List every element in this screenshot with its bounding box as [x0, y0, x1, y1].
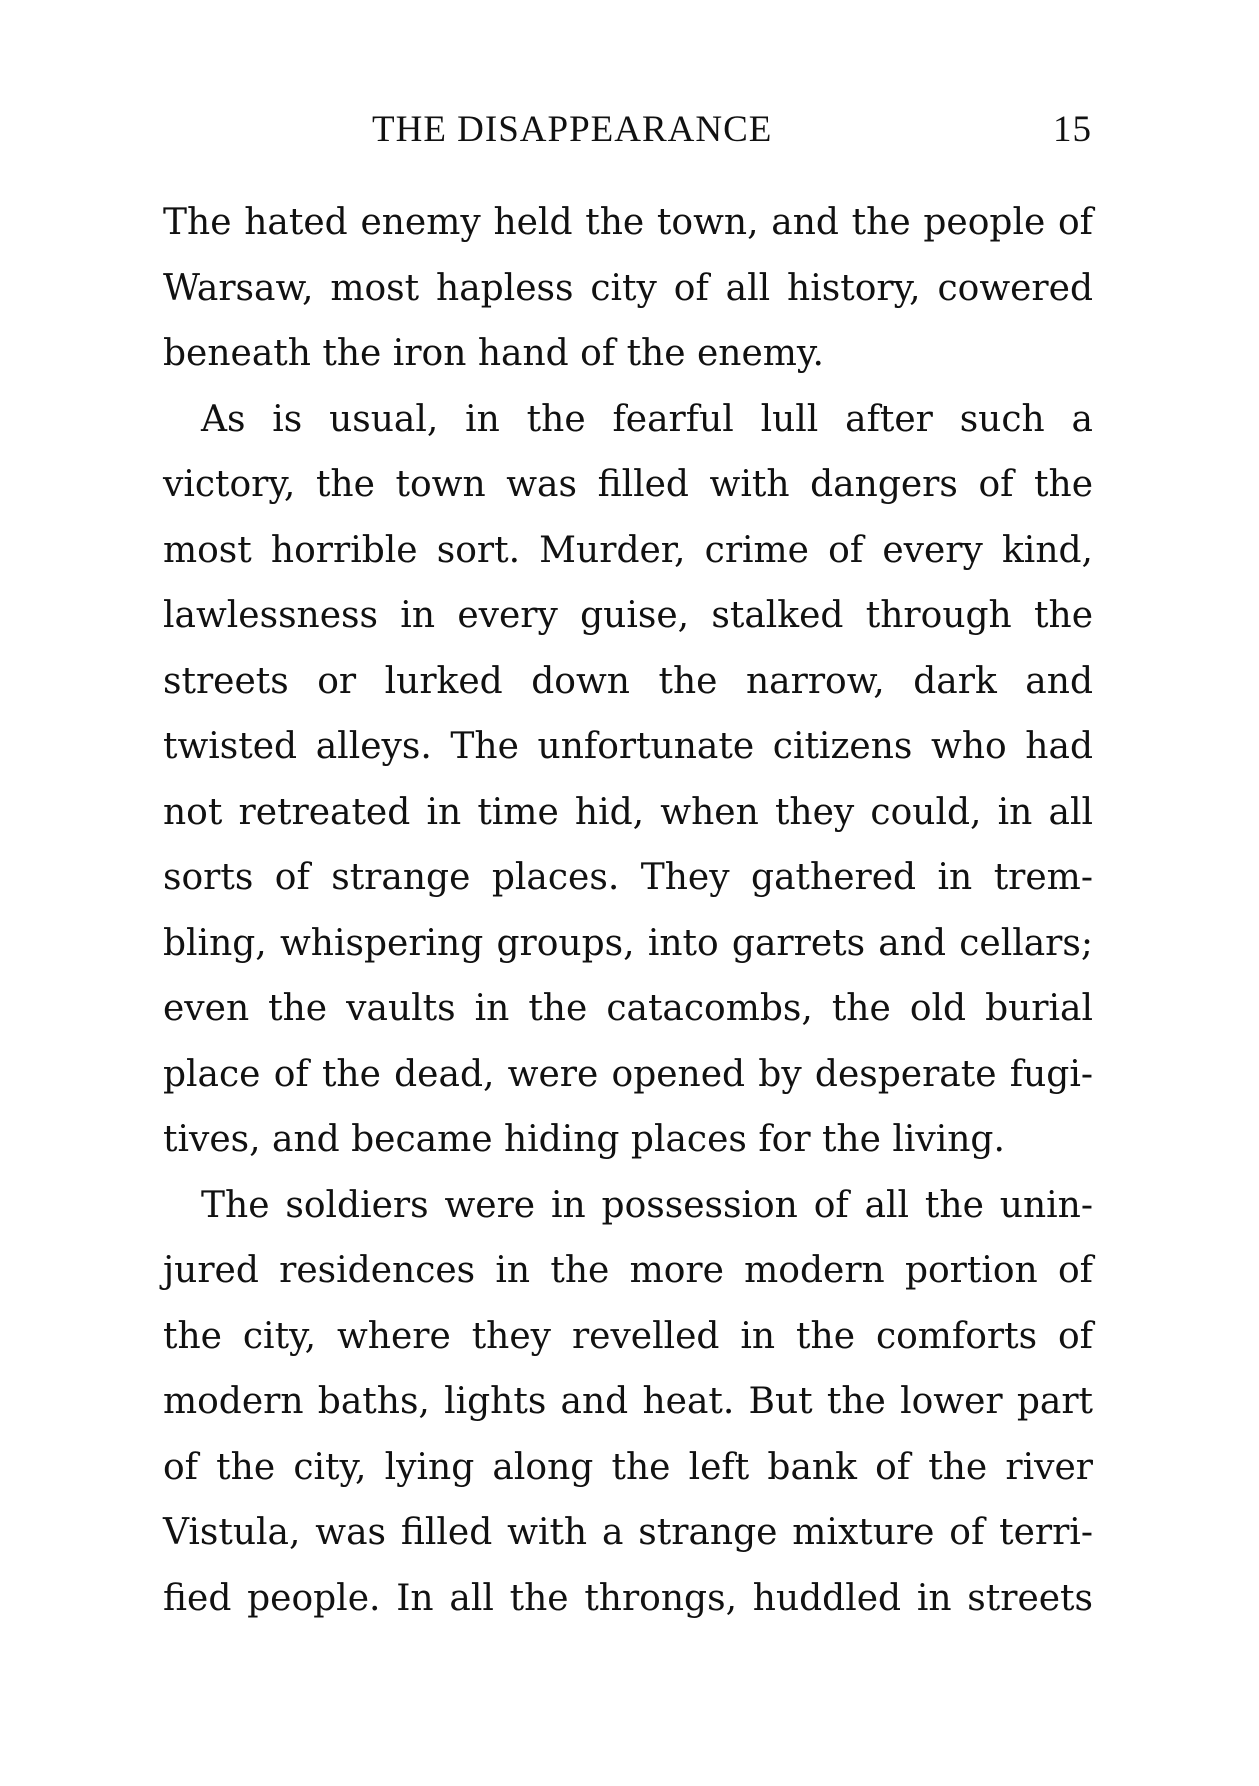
page-number: 15: [1053, 109, 1092, 150]
text-line: twisted alleys. The unfortunate citizens who had: [163, 726, 1093, 767]
text-line: victory, the town was filled with dangers of the: [163, 464, 1093, 505]
paragraph-3: [163, 1173, 1093, 1632]
text-line: beneath the iron hand of the enemy.: [163, 333, 824, 374]
text-line: most horrible sort. Murder, crime of every kind,: [163, 529, 1093, 571]
text-line: Warsaw, most hapless city of all history, cowered: [163, 267, 1093, 309]
text-line: The hated enemy held the town, and the people of: [163, 202, 1093, 243]
text-line: tives, and became hiding places for the living.: [163, 1119, 1005, 1160]
text-line: streets or lurked down the narrow, dark and: [163, 660, 1093, 702]
text-line: fied people. In all the throngs, huddled in streets: [163, 1577, 1093, 1619]
text-line: of the city, lying along the left bank of the river: [163, 1446, 1093, 1488]
text-line: modern baths, lights and heat. But the lower part: [163, 1381, 1093, 1422]
text-line: lawlessness in every guise, stalked through the: [163, 595, 1093, 636]
text-line: The soldiers were in possession of all the unin-: [201, 1184, 1093, 1226]
running-head-title: THE DISAPPEARANCE: [372, 109, 773, 150]
paragraph-1: [163, 190, 1093, 387]
text-line: even the vaults in the catacombs, the old burial: [163, 988, 1093, 1029]
text-line: Vistula, was filled with a strange mixture of terri-: [163, 1512, 1093, 1553]
text-line: sorts of strange places. They gathered in trem-: [163, 857, 1093, 898]
paragraph-2: [163, 387, 1093, 1173]
text-line: place of the dead, were opened by desperate fugi-: [163, 1053, 1093, 1095]
text-line: As is usual, in the fearful lull after such a: [201, 398, 1093, 440]
running-head: [164, 108, 1092, 158]
text-line: bling, whispering groups, into garrets and cellars;: [163, 922, 1093, 964]
text-line: not retreated in time hid, when they could, in all: [163, 791, 1093, 833]
text-line: the city, where they revelled in the comforts of: [163, 1315, 1093, 1357]
text-line: jured residences in the more modern portion of: [163, 1250, 1093, 1291]
body-text: [163, 190, 1093, 1631]
